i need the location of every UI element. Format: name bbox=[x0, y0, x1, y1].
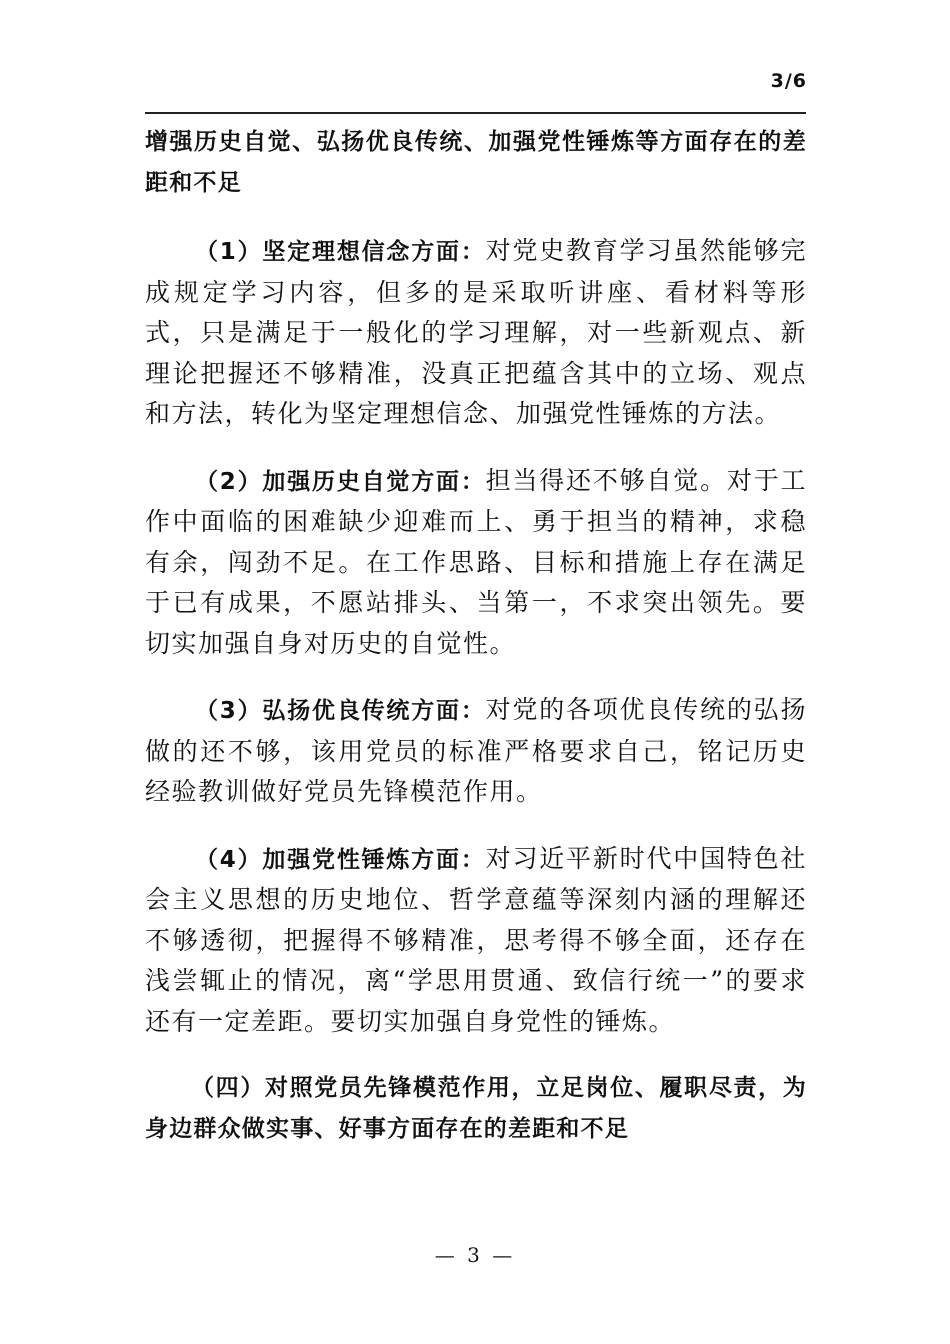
item-lead-3: （3）弘扬优良传统方面： bbox=[195, 698, 486, 724]
item-lead-2: （2）加强历史自觉方面： bbox=[195, 468, 486, 495]
item-paragraph-3 bbox=[145, 690, 807, 813]
item-text-1: 对党史教育学习虽然能够完成规定学习内容，但多的是采取听讲座、看材料等形式，只是满足于一般化的学习理解，对一些新观点、新理论把握还不够精准，没真正把蕴含其中的立场、观点和方法，转化为坚定理想信念、加强党性锤炼的方法。 bbox=[145, 236, 807, 428]
header-rule bbox=[145, 112, 806, 114]
section-heading: 增强历史自觉、弘扬优良传统、加强党性锤炼等方面存在的差距和不足 bbox=[145, 129, 807, 196]
item-lead-4: （4）加强党性锤炼方面： bbox=[195, 846, 486, 873]
item-paragraph-4 bbox=[145, 839, 807, 1043]
page-indicator: 3/6 bbox=[770, 70, 807, 92]
next-section-heading: （四）对照党员先锋模范作用，立足岗位、履职尽责，为身边群众做实事、好事方面存在的差距和不足 bbox=[145, 1075, 807, 1142]
document-body bbox=[145, 122, 807, 1149]
item-text-3: 对党的各项优良传统的弘扬做的还不够，该用党员的标准严格要求自己，铭记历史经验教训做好党员先锋模范作用。 bbox=[145, 695, 807, 806]
item-paragraph-1 bbox=[145, 231, 807, 435]
item-text-4: 对习近平新时代中国特色社会主义思想的历史地位、哲学意蕴等深刻内涵的理解还不够透彻，把握得不够精准，思考得不够全面，还存在浅尝辄止的情况，离“学思用贯通、致信行统一”的要求还有一定差距。要切实加强自身党性的锤炼。 bbox=[145, 843, 807, 1036]
item-text-2: 担当得还不够自觉。对于工作中面临的困难缺少迎难而上、勇于担当的精神，求稳有余，闯劲不足。在工作思路、目标和措施上存在满足于已有成果，不愿站排头、当第一，不求突出领先。要切实加强自身对历史的自觉性。 bbox=[145, 465, 807, 658]
footer-page-number: — 3 — bbox=[434, 1243, 516, 1267]
item-paragraph-2 bbox=[145, 461, 807, 665]
item-lead-1: （1）坚定理想信念方面： bbox=[195, 239, 486, 265]
